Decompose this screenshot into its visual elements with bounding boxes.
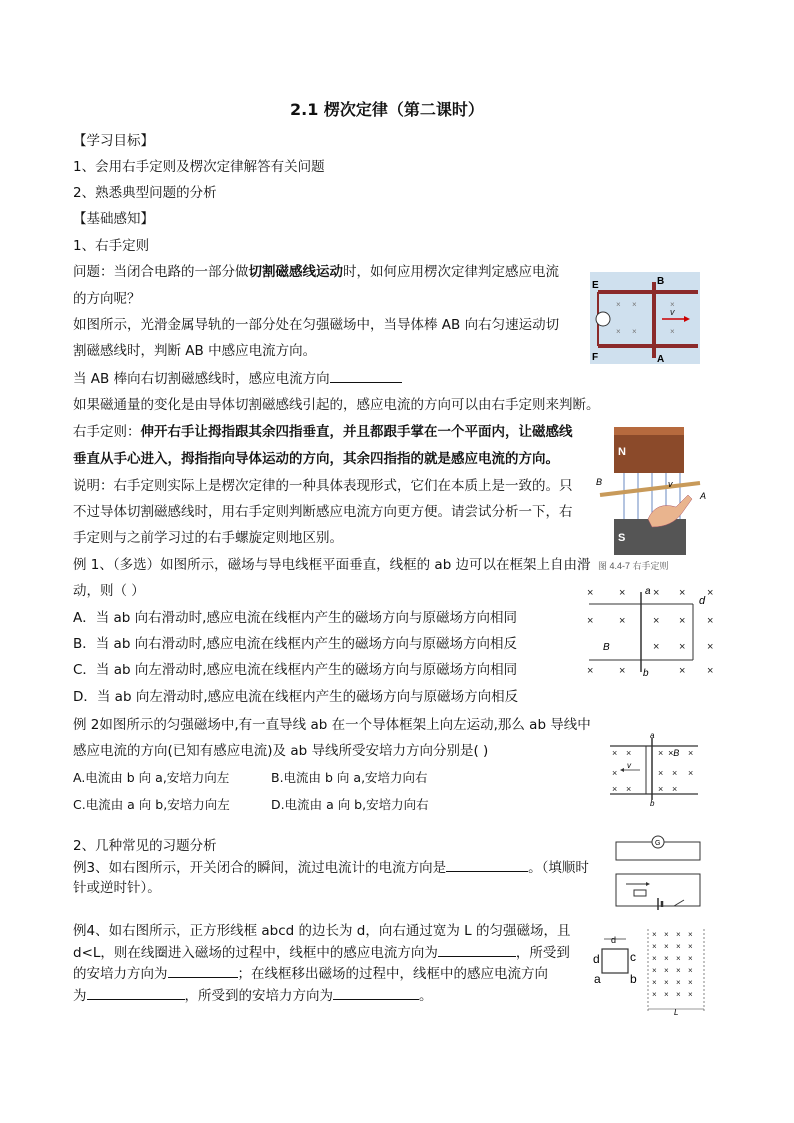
svg-text:×: ×: [632, 327, 637, 336]
example-4-text: d<L，则在线圈进入磁场的过程中，线框中的感应电流方向为: [73, 945, 438, 961]
note-line-1: 说明：右手定则实际上是楞次定律的一种具体表现形式，它们在本质上是一致的。只: [73, 478, 573, 494]
svg-text:×: ×: [626, 784, 632, 794]
label-b: b: [650, 799, 655, 806]
figure-text-2: 割磁感线时，判断 AB 中感应电流方向。: [73, 343, 317, 359]
svg-text:×: ×: [676, 978, 681, 987]
answer-blank[interactable]: [333, 985, 419, 1000]
example-3-line-1: [73, 857, 589, 878]
svg-text:×: ×: [616, 300, 621, 309]
svg-text:×: ×: [587, 665, 594, 677]
svg-text:×: ×: [676, 990, 681, 999]
answer-blank[interactable]: [330, 368, 402, 383]
example-1-figure: [583, 582, 723, 682]
svg-text:×: ×: [653, 615, 660, 627]
svg-text:×: ×: [688, 942, 693, 951]
svg-text:×: ×: [679, 665, 686, 677]
question-post: 时，如何应用楞次定律判定感应电流: [343, 264, 559, 280]
example-4-text: 。: [419, 988, 433, 1004]
note-line-2: 不过导体切割磁感线时，用右手定则判断感应电流方向更方便。请尝试分析一下，右: [73, 504, 573, 520]
rule-label: 右手定则：: [73, 424, 141, 440]
page-title: 2.1 楞次定律（第二课时）: [290, 100, 484, 119]
svg-text:×: ×: [612, 748, 618, 758]
example-1-line-2: 动，则（ ）: [73, 583, 145, 599]
svg-text:×: ×: [688, 954, 693, 963]
switch-icon: [674, 900, 684, 906]
label-side-d: d: [611, 935, 617, 945]
label-f: F: [592, 352, 599, 363]
example-2-line-1: 例 2如图所示的匀强磁场中,有一直导线 ab 在一个导体框架上向左运动,那么 ab 导线中: [73, 717, 591, 733]
answer-blank[interactable]: [87, 985, 185, 1000]
svg-text:×: ×: [652, 978, 657, 987]
svg-text:×: ×: [676, 966, 681, 975]
flux-line: 如果磁通量的变化是由导体切割磁感线引起的，感应电流的方向可以由右手定则来判断。: [73, 397, 600, 413]
svg-text:×: ×: [670, 327, 675, 336]
goal-2: 2、熟悉典型问题的分析: [73, 185, 217, 201]
svg-text:×: ×: [653, 587, 660, 599]
svg-text:×: ×: [688, 768, 694, 778]
example-3-line-2: 针或逆时针）。: [73, 880, 161, 896]
example-1-option-c: C．当 ab 向左滑动时,感应电流在线框内产生的磁场方向与原磁场方向相同: [73, 662, 518, 678]
label-v: v: [627, 761, 631, 770]
figure-text-1: 如图所示，光滑金属导轨的一部分处在匀强磁场中，当导体棒 AB 向右匀速运动切: [73, 317, 560, 333]
example-4-text: ；在线框移出磁场的过程中，线框中的感应电流方向: [237, 966, 548, 982]
svg-text:×: ×: [679, 615, 686, 627]
example-1-option-b: B．当 ab 向右滑动时,感应电流在线框内产生的磁场方向与原磁场方向相反: [73, 636, 517, 652]
svg-text:×: ×: [619, 665, 626, 677]
goal-1: 1、会用右手定则及楞次定律解答有关问题: [73, 159, 325, 175]
label-a: A: [657, 354, 665, 364]
label-a: a: [650, 732, 655, 740]
section-learning-goals: 【学习目标】: [73, 133, 154, 149]
svg-text:×: ×: [658, 748, 664, 758]
svg-text:×: ×: [707, 587, 714, 599]
answer-blank[interactable]: [168, 963, 238, 978]
example-2-option-d: D.电流由 a 向 b,安培力向右: [271, 797, 429, 812]
example-1-line-1: 例 1、（多选）如图所示，磁场与导电线框平面垂直，线框的 ab 边可以在框架上自由滑: [73, 557, 591, 573]
example-4-line-2: [73, 942, 570, 963]
svg-text:×: ×: [619, 587, 626, 599]
label-l: L: [674, 1008, 679, 1017]
svg-text:×: ×: [587, 615, 594, 627]
svg-text:×: ×: [664, 990, 669, 999]
svg-text:×: ×: [707, 665, 714, 677]
svg-text:×: ×: [672, 784, 678, 794]
right-hand-rule-figure: [596, 423, 714, 573]
svg-text:×: ×: [664, 930, 669, 939]
svg-text:×: ×: [587, 587, 594, 599]
svg-text:×: ×: [688, 978, 693, 987]
example-4-text: ，所受到的安培力方向为: [184, 988, 333, 1004]
answer-blank[interactable]: [446, 857, 528, 872]
example-4-text: 为: [73, 988, 87, 1004]
example-2-option-b: B.电流由 b 向 a,安培力向右: [271, 770, 428, 785]
question-bold: 切割磁感线运动: [248, 264, 343, 280]
svg-text:×: ×: [679, 587, 686, 599]
label-d: d: [699, 595, 706, 607]
svg-text:×: ×: [664, 978, 669, 987]
right-hand-heading: 1、右手定则: [73, 238, 150, 254]
example-2-line-2: 感应电流的方向(已知有感应电流)及 ab 导线所受安培力方向分别是( ): [73, 743, 489, 759]
rule-line-1: [73, 422, 573, 442]
field-crosses: [587, 587, 713, 677]
example-2-option-c: C.电流由 a 向 b,安培力向左: [73, 797, 230, 812]
svg-text:×: ×: [612, 768, 618, 778]
svg-text:×: ×: [670, 300, 675, 309]
label-e: E: [592, 280, 599, 291]
example-4-text: ，所受到: [515, 945, 570, 961]
svg-text:×: ×: [653, 641, 660, 653]
rule-text-1: 伸开右手让拇指跟其余四指垂直，并且都跟手掌在一个平面内，让磁感线: [140, 424, 573, 440]
svg-text:×: ×: [652, 954, 657, 963]
label-c: c: [630, 950, 636, 964]
svg-text:×: ×: [688, 966, 693, 975]
label-a: a: [594, 972, 601, 986]
question-line: [73, 262, 559, 282]
label-b: b: [643, 668, 649, 679]
example-1-option-a: A．当 ab 向右滑动时,感应电流在线框内产生的磁场方向与原磁场方向相同: [73, 610, 517, 626]
question-line-2: 的方向呢？: [73, 291, 141, 307]
velocity-label: v: [670, 307, 675, 317]
rule-line-2: 垂直从手心进入，拇指指向导体运动的方向，其余四指指的就是感应电流的方向。: [73, 451, 559, 467]
label-n: N: [618, 446, 626, 458]
svg-text:×: ×: [626, 748, 632, 758]
example-3-text-end: 。（填顺时: [528, 860, 589, 876]
example-3-text: 例3、如右图所示，开关闭合的瞬间，流过电流计的电流方向是: [73, 860, 447, 876]
conductor-rod: [600, 483, 700, 495]
svg-text:×: ×: [672, 768, 678, 778]
svg-text:×: ×: [707, 615, 714, 627]
galvanometer-icon: [596, 312, 610, 326]
svg-text:×: ×: [679, 641, 686, 653]
example-2-option-a: A.电流由 b 向 a,安培力向左: [73, 770, 230, 785]
rails-figure: [590, 272, 700, 364]
svg-text:×: ×: [707, 641, 714, 653]
resistor-icon: [634, 890, 646, 896]
svg-text:×: ×: [658, 768, 664, 778]
example-3-figure: [612, 832, 704, 914]
note-line-3: 手定则与之前学习过的右手螺旋定则地区别。: [73, 530, 343, 546]
example-4-line-4: [73, 985, 433, 1006]
label-g: G: [655, 840, 661, 847]
svg-text:×: ×: [652, 942, 657, 951]
section-basic: 【基础感知】: [73, 211, 154, 227]
square-loop: [602, 949, 628, 973]
svg-text:×: ×: [676, 942, 681, 951]
example-1-option-d: D．当 ab 向左滑动时,感应电流在线框内产生的磁场方向与原磁场方向相反: [73, 689, 519, 705]
svg-text:×: ×: [612, 784, 618, 794]
svg-text:×: ×: [664, 966, 669, 975]
svg-text:×: ×: [664, 942, 669, 951]
svg-text:×: ×: [676, 930, 681, 939]
svg-text:×: ×: [676, 954, 681, 963]
label-field-b: ×B: [668, 748, 680, 758]
example-4-text: 的安培力方向为: [73, 966, 168, 982]
answer-blank[interactable]: [438, 942, 516, 957]
label-a: A: [700, 491, 707, 501]
label-field-b: B: [603, 642, 610, 653]
svg-text:×: ×: [616, 327, 621, 336]
label-b: B: [596, 477, 603, 487]
field-crosses: [652, 930, 693, 999]
label-v: v: [668, 479, 673, 489]
label-a: a: [645, 586, 651, 597]
ab-direction-text: 当 AB 棒向右切割磁感线时，感应电流方向: [73, 371, 330, 387]
svg-text:×: ×: [652, 990, 657, 999]
svg-text:×: ×: [652, 966, 657, 975]
example-2-figure: [606, 732, 702, 806]
example-4-line-3: [73, 963, 548, 984]
svg-text:×: ×: [652, 930, 657, 939]
svg-text:×: ×: [688, 990, 693, 999]
label-d: d: [593, 952, 600, 966]
figure-caption: 图 4.4-7 右手定则: [598, 561, 669, 571]
question-pre: 问题：当闭合电路的一部分做: [73, 264, 249, 280]
svg-text:×: ×: [688, 930, 693, 939]
label-b: B: [657, 276, 665, 287]
example-4-figure: [590, 925, 716, 1017]
example-4-line-1: 例4、如右图所示，正方形线框 abcd 的边长为 d，向右通过宽为 L 的匀强磁场，且: [73, 923, 571, 939]
label-s: S: [618, 532, 626, 544]
svg-text:×: ×: [658, 784, 664, 794]
ab-direction-line: [73, 368, 402, 389]
label-b: b: [630, 972, 637, 986]
svg-text:×: ×: [664, 954, 669, 963]
svg-text:×: ×: [632, 300, 637, 309]
section-2-heading: 2、几种常见的习题分析: [73, 838, 217, 854]
svg-text:×: ×: [688, 748, 694, 758]
svg-text:×: ×: [619, 615, 626, 627]
